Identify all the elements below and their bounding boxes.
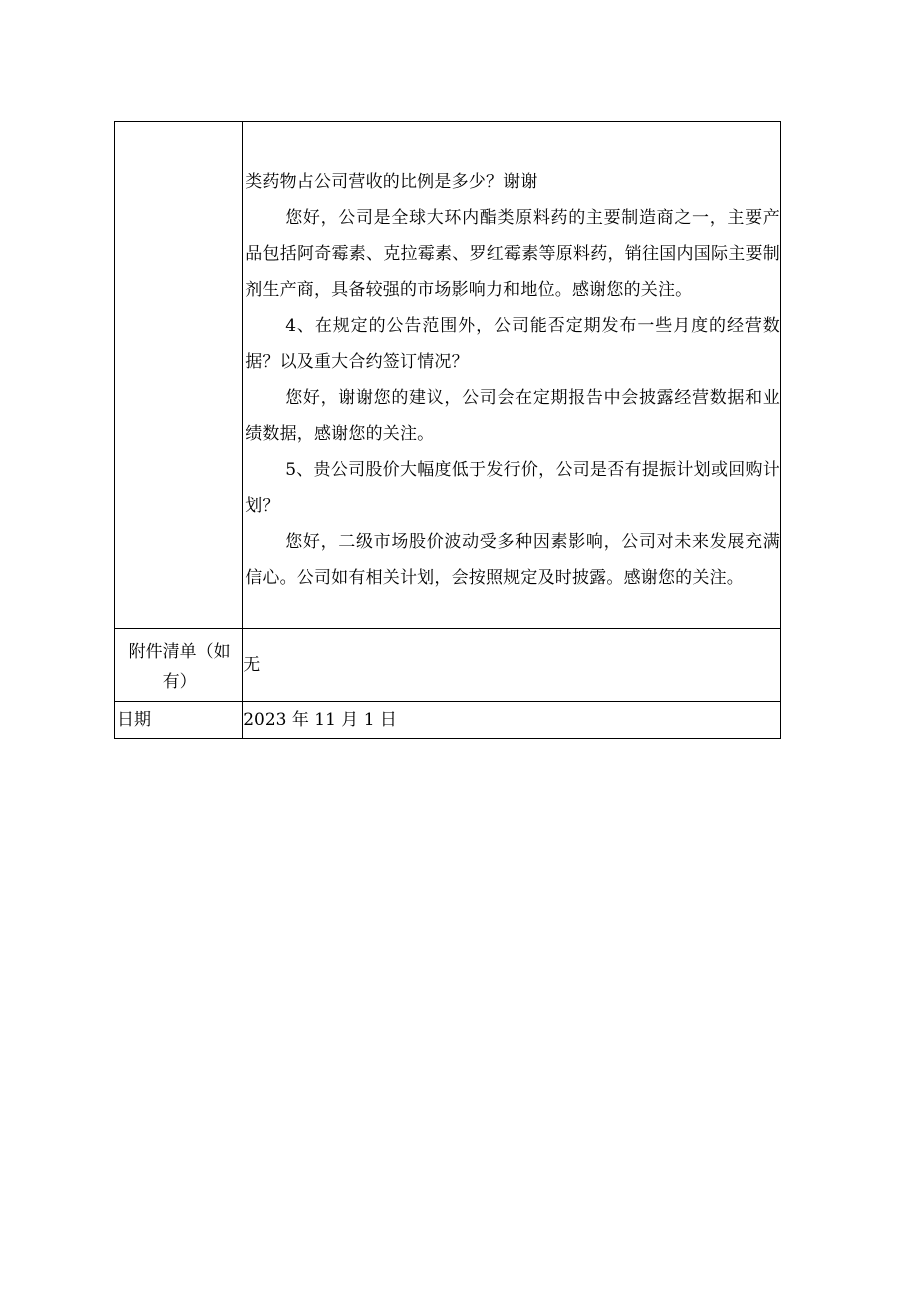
date-row — [115, 702, 781, 739]
content-row — [115, 122, 781, 629]
answer-paragraph: 您好，二级市场股价波动受多种因素影响，公司对未来发展充满信心。公司如有相关计划，会按照规定及时披露。感谢您的关注。 — [245, 532, 780, 588]
attachments-value-cell — [243, 629, 781, 702]
date-value-cell — [243, 702, 781, 739]
content-text-cell — [243, 122, 781, 629]
question-paragraph: 5、贵公司股价大幅度低于发行价，公司是否有提振计划或回购计划？ — [245, 460, 780, 516]
answer-paragraph: 您好，谢谢您的建议，公司会在定期报告中会披露经营数据和业绩数据，感谢您的关注。 — [245, 388, 780, 444]
date-value: 2023 年 11 月 1 日 — [243, 710, 397, 730]
attachments-label-cell — [115, 629, 243, 702]
question-continuation: 类药物占公司营收的比例是多少？谢谢 — [245, 172, 538, 192]
attachments-row — [115, 629, 781, 702]
content-label-cell — [115, 122, 243, 629]
answer-paragraph: 您好，公司是全球大环内酯类原料药的主要制造商之一，主要产品包括阿奇霉素、克拉霉素、罗红霉素等原料药，销往国内国际主要制剂生产商，具备较强的市场影响力和地位。感谢您的关注。 — [245, 208, 780, 300]
question-paragraph: 4、在规定的公告范围外，公司能否定期发布一些月度的经营数据？以及重大合约签订情况？ — [245, 316, 780, 372]
info-table — [114, 121, 781, 739]
attachments-label: 附件清单（如有） — [128, 642, 231, 692]
attachments-value: 无 — [243, 655, 261, 675]
qa-content — [243, 122, 780, 596]
date-label: 日期 — [117, 710, 151, 730]
date-label-cell — [115, 702, 243, 739]
